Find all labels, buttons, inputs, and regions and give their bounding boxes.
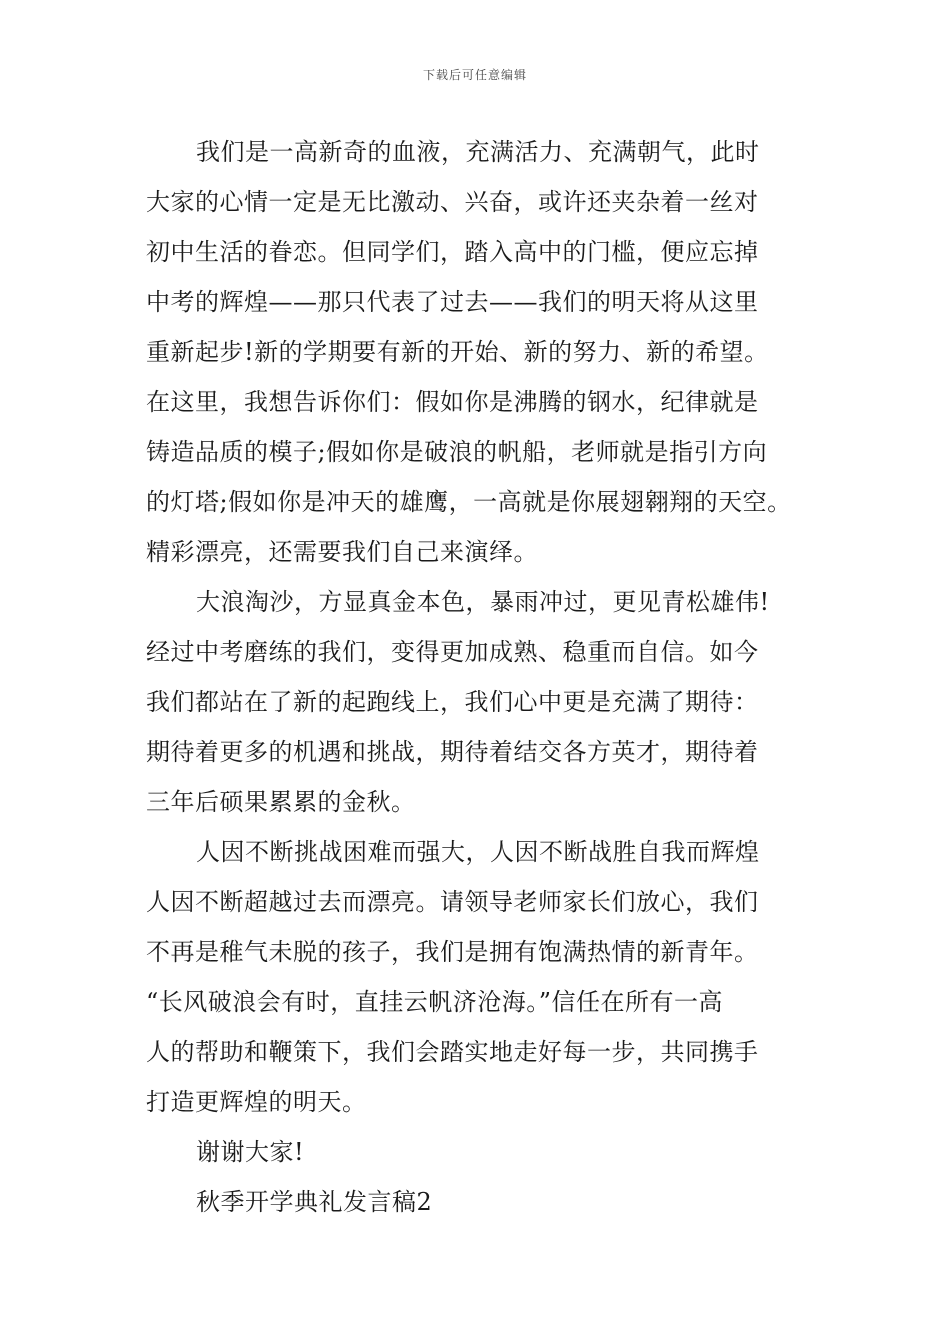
text-line: 经过中考磨练的我们，变得更加成熟、稳重而自信。如今 xyxy=(146,638,759,666)
text-line: 初中生活的眷恋。但同学们，踏入高中的门槛，便应忘掉 xyxy=(146,238,759,266)
text-line: 期待着更多的机遇和挑战，期待着结交各方英才，期待着 xyxy=(146,738,759,766)
text-line: 中考的辉煌——那只代表了过去——我们的明天将从这里 xyxy=(146,288,759,316)
closing-line: 谢谢大家! xyxy=(196,1138,305,1166)
text-line: “长风破浪会有时，直挂云帆济沧海。”信任在所有一高 xyxy=(146,988,724,1016)
text-line: 重新起步!新的学期要有新的开始、新的努力、新的希望。 xyxy=(146,338,769,366)
text-line: 精彩漂亮，还需要我们自己来演绎。 xyxy=(146,538,538,566)
text-line: 我们都站在了新的起跑线上，我们心中更是充满了期待： xyxy=(146,688,759,716)
text-line: 的灯塔;假如你是冲天的雄鹰，一高就是你展翅翱翔的天空。 xyxy=(146,488,792,516)
text-line: 我们是一高新奇的血液，充满活力、充满朝气，此时 xyxy=(196,138,760,166)
document-body xyxy=(146,127,836,1227)
text-line: 人因不断挑战困难而强大，人因不断战胜自我而辉煌 xyxy=(196,838,760,866)
section-title: 秋季开学典礼发言稿2 xyxy=(196,1188,433,1216)
text-line: 三年后硕果累累的金秋。 xyxy=(146,788,416,816)
text-line: 打造更辉煌的明天。 xyxy=(146,1088,367,1116)
text-line: 铸造品质的模子;假如你是破浪的帆船，老师就是指引方向 xyxy=(146,438,768,466)
text-line: 在这里，我想告诉你们：假如你是沸腾的钢水，纪律就是 xyxy=(146,388,759,416)
text-line: 人的帮助和鞭策下，我们会踏实地走好每一步，共同携手 xyxy=(146,1038,759,1066)
text-line: 人因不断超越过去而漂亮。请领导老师家长们放心，我们 xyxy=(146,888,759,916)
text-line: 不再是稚气未脱的孩子，我们是拥有饱满热情的新青年。 xyxy=(146,938,759,966)
text-line: 大浪淘沙，方显真金本色，暴雨冲过，更见青松雄伟! xyxy=(196,588,770,616)
page-header: 下载后可任意编辑 xyxy=(422,68,527,82)
text-line: 大家的心情一定是无比激动、兴奋，或许还夹杂着一丝对 xyxy=(146,188,759,216)
